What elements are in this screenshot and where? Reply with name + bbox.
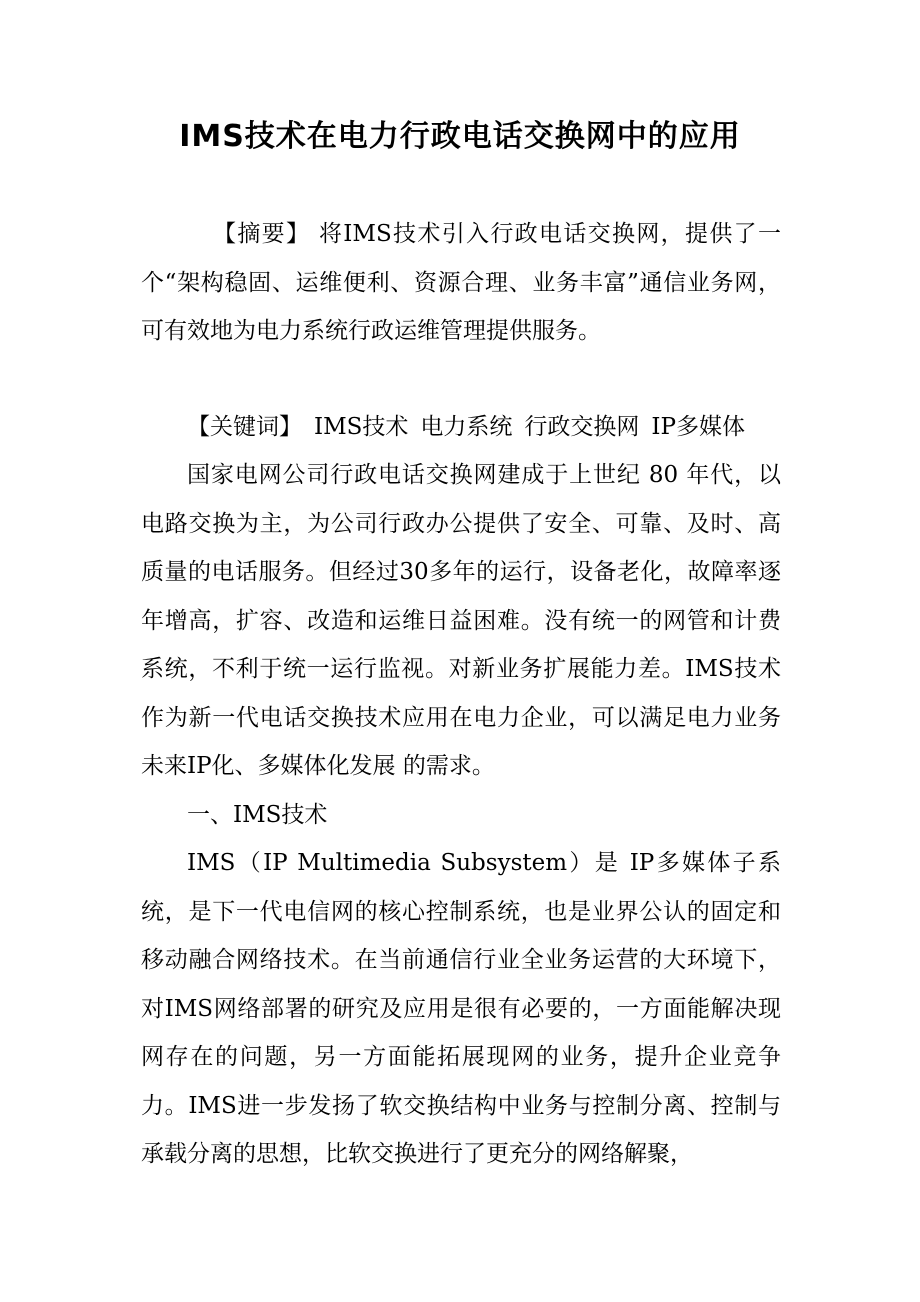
section-paragraph: IMS（IP Multimedia Subsystem）是 IP多媒体子系统，是下一代电信网的核心控制系统，也是业界公认的固定和移动融合网络技术。在当前通信行业全业务运营的大环境下，对IMS网络部署的研究及应用是很有必要的，一方面能解决现网存在的问题，另一方面能拓展现网的业务，提升企业竞争力。IMS进一步发扬了软交换结构中业务与控制分离、控制与承载分离的思想，比软交换进行了更充分的网络解聚，	[141, 850, 781, 1167]
abstract-paragraph	[141, 210, 781, 356]
abstract-text: 将IMS技术引入行政电话交换网，提供了一个“架构稳固、运维便利、资源合理、业务丰富”通信业务网，可有效地为电力系统行政运维管理提供服务。	[141, 221, 782, 344]
document-title: IMS技术在电力行政电话交换网中的应用	[179, 119, 741, 154]
keyword-item: 行政交换网	[524, 414, 640, 440]
keywords-line	[141, 403, 781, 452]
body-paragraph: 国家电网公司行政电话交换网建成于上世纪 80 年代，以电路交换为主，为公司行政办公提供了安全、可靠、及时、高质量的电话服务。但经过30多年的运行，设备老化，故障率逐年增高，扩容、改造和运维日益困难。没有统一的网管和计费系统，不利于统一运行监视。对新业务扩展能力差。IMS技术作为新一代电话交换技术应用在电力企业，可以满足电力业务未来IP化、多媒体化发展 的需求。	[141, 462, 781, 779]
section-heading: 一、IMS技术	[187, 801, 328, 828]
keywords-label: 【关键词】	[187, 414, 302, 440]
keyword-item: IMS技术	[314, 414, 409, 440]
keyword-item: IP多媒体	[651, 414, 745, 440]
abstract-label: 【摘要】	[213, 221, 311, 247]
keyword-item: 电力系统	[420, 414, 513, 440]
main-body	[141, 451, 781, 1179]
